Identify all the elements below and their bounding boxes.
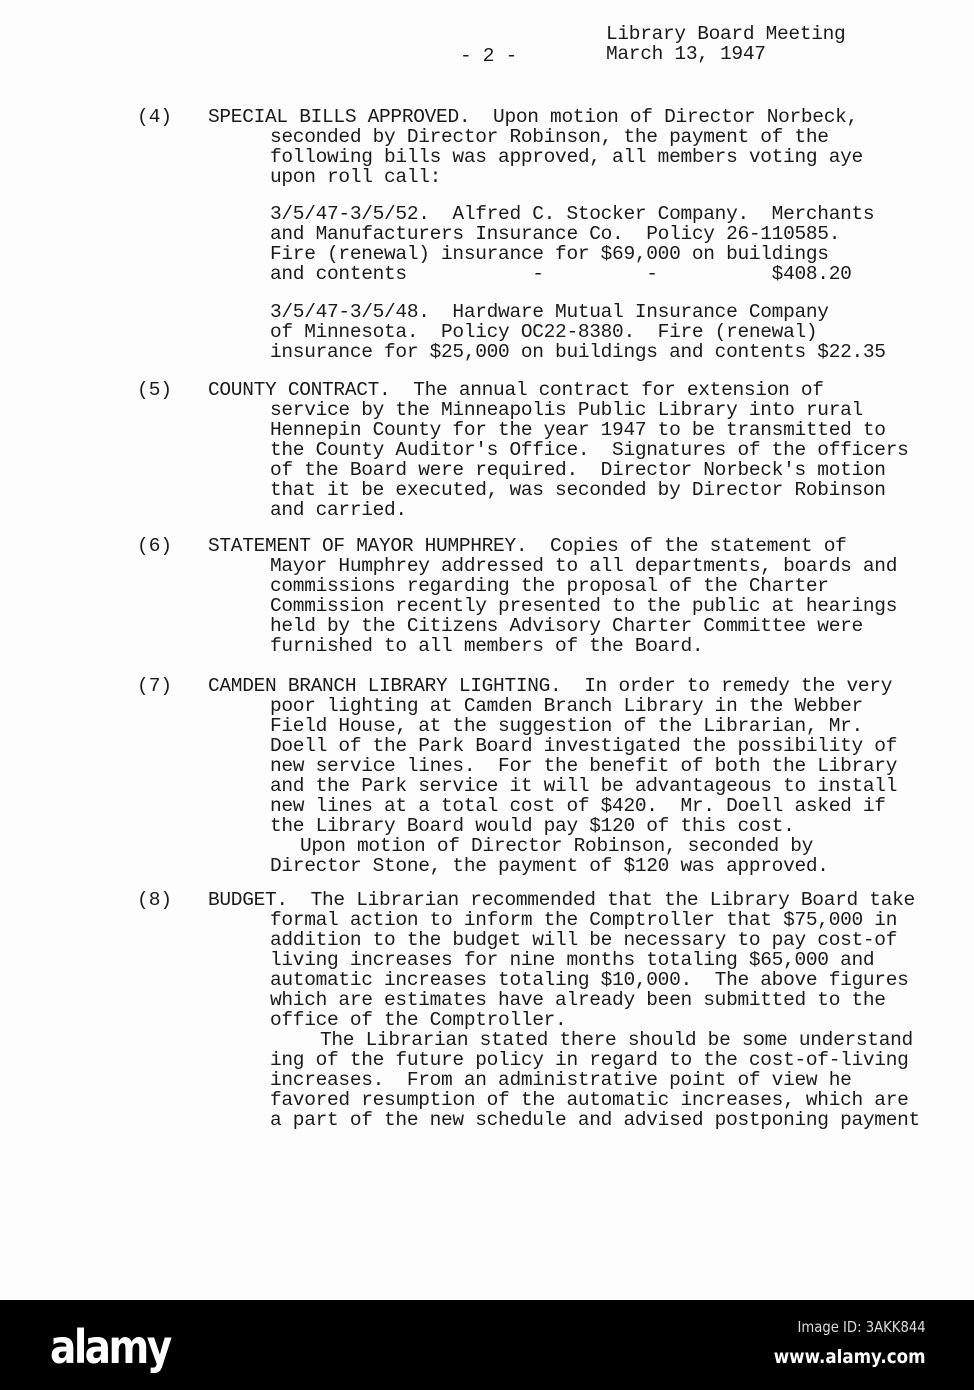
section-number: (8) (137, 889, 173, 911)
text-line: 3/5/47-3/5/48. Hardware Mutual Insurance Company (270, 301, 829, 323)
text-line: poor lighting at Camden Branch Library in the Webber (270, 695, 863, 717)
text-line: upon roll call: (270, 166, 442, 188)
text-line: Mayor Humphrey addressed to all departments, boards and (270, 555, 898, 577)
text-line: commissions regarding the proposal of the Charter (270, 575, 829, 597)
text-line: Upon motion of Director Robinson, seconded by (300, 835, 814, 857)
text-line: new lines at a total cost of $420. Mr. Doell asked if (270, 795, 886, 817)
text-line: service by the Minneapolis Public Library into rural (270, 399, 863, 421)
text-line: seconded by Director Robinson, the payment of the (270, 126, 829, 148)
text-line: and Manufacturers Insurance Co. Policy 26-110585. (270, 223, 841, 245)
text-line: of Minnesota. Policy OC22-8380. Fire (renewal) (270, 321, 818, 343)
watermark-footer (0, 1300, 974, 1390)
text-line: the County Auditor's Office. Signatures of the officers (270, 439, 909, 461)
text-line: the Library Board would pay $120 of this cost. (270, 815, 795, 837)
section-heading-line: COUNTY CONTRACT. The annual contract for extension of (208, 379, 824, 401)
section-heading-line: BUDGET. The Librarian recommended that the Library Board take (208, 889, 915, 911)
text-line: increases. From an administrative point of view he (270, 1069, 852, 1091)
text-line: new service lines. For the benefit of both the Library (270, 755, 898, 777)
text-line: The Librarian stated there should be some understand (320, 1029, 913, 1051)
text-line: office of the Comptroller. (270, 1009, 567, 1031)
page-number: - 2 - (460, 45, 518, 67)
text-line: Field House, at the suggestion of the Librarian, Mr. (270, 715, 863, 737)
text-line: that it be executed, was seconded by Director Robinson (270, 479, 886, 501)
text-line: addition to the budget will be necessary to pay cost-of (270, 929, 898, 951)
text-line: 3/5/47-3/5/52. Alfred C. Stocker Company. Merchants (270, 203, 875, 225)
text-line: which are estimates have already been submitted to the (270, 989, 886, 1011)
section-number: (5) (137, 379, 173, 401)
text-line: of the Board were required. Director Norbeck's motion (270, 459, 886, 481)
text-line: formal action to inform the Comptroller that $75,000 in (270, 909, 898, 931)
text-line: living increases for nine months totaling $65,000 and (270, 949, 875, 971)
image-id: Image ID: 3AKK844 (797, 1318, 926, 1336)
text-line: held by the Citizens Advisory Charter Committee were (270, 615, 863, 637)
section-number: (7) (137, 675, 173, 697)
text-line: Commission recently presented to the public at hearings (270, 595, 898, 617)
text-line: Hennepin County for the year 1947 to be transmitted to (270, 419, 886, 441)
section-heading-line: SPECIAL BILLS APPROVED. Upon motion of Director Norbeck, (208, 106, 858, 128)
section-number: (6) (137, 535, 173, 557)
text-line: and the Park service it will be advantageous to install (270, 775, 898, 797)
text-line: automatic increases totaling $10,000. The above figures (270, 969, 909, 991)
text-line: favored resumption of the automatic increases, which are (270, 1089, 909, 1111)
text-line: ing of the future policy in regard to the cost-of-living (270, 1049, 909, 1071)
text-line: Fire (renewal) insurance for $69,000 on buildings (270, 243, 829, 265)
meeting-date: March 13, 1947 (606, 43, 766, 65)
text-line: Doell of the Park Board investigated the possibility of (270, 735, 898, 757)
section-number: (4) (137, 106, 173, 128)
meeting-title: Library Board Meeting (606, 23, 846, 45)
footer-url: www.alamy.com (774, 1346, 926, 1368)
text-line: a part of the new schedule and advised postponing payment (270, 1109, 920, 1131)
alamy-logo: alamy (50, 1320, 170, 1374)
text-line: furnished to all members of the Board. (270, 635, 704, 657)
text-line: and carried. (270, 499, 407, 521)
text-line: following bills was approved, all members voting aye (270, 146, 863, 168)
text-line: insurance for $25,000 on buildings and contents $22.35 (270, 341, 886, 363)
section-heading-line: CAMDEN BRANCH LIBRARY LIGHTING. In order to remedy the very (208, 675, 893, 697)
text-line: Director Stone, the payment of $120 was approved. (270, 855, 829, 877)
text-line: and contents - - $408.20 (270, 263, 852, 285)
section-heading-line: STATEMENT OF MAYOR HUMPHREY. Copies of the statement of (208, 535, 847, 557)
